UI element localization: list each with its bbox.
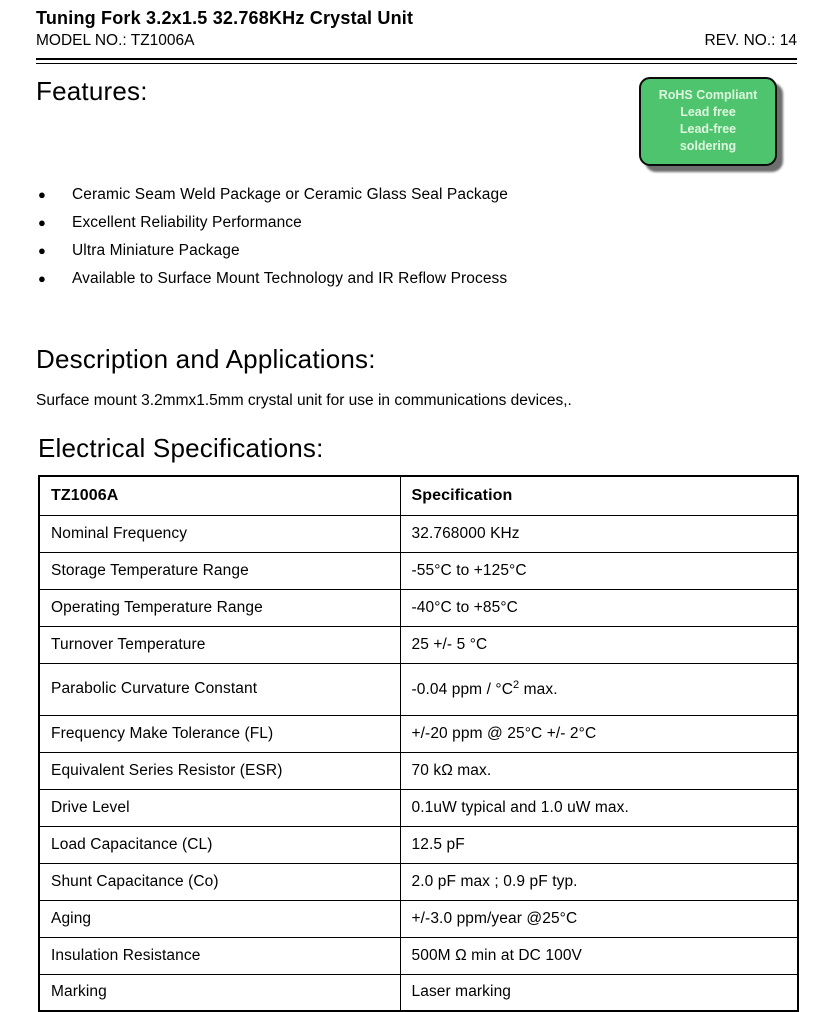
- table-row: [39, 515, 798, 552]
- bullet-icon: ●: [38, 243, 46, 258]
- table-row: [39, 863, 798, 900]
- table-row: [39, 626, 798, 663]
- spec-value-cell: -55°C to +125°C: [400, 552, 798, 589]
- bullet-icon: ●: [38, 187, 46, 202]
- spec-name-cell: Aging: [39, 900, 400, 937]
- header-divider: [36, 58, 797, 64]
- rohs-badge-line: Lead-free soldering: [679, 122, 737, 153]
- feature-item: [36, 209, 797, 237]
- spec-value-cell: 25 +/- 5 °C: [400, 626, 798, 663]
- spec-value-cell: -40°C to +85°C: [400, 589, 798, 626]
- feature-text: Available to Surface Mount Technology and IR Reflow Process: [72, 270, 508, 287]
- rohs-badge-line: Lead free: [680, 105, 736, 119]
- bullet-icon: ●: [38, 271, 46, 286]
- spec-value-cell: 2.0 pF max ; 0.9 pF typ.: [400, 863, 798, 900]
- table-row: [39, 715, 798, 752]
- spec-value-cell: Laser marking: [400, 974, 798, 1011]
- table-header-row: [39, 476, 798, 515]
- spec-value-cell: 70 kΩ max.: [400, 752, 798, 789]
- table-row: [39, 589, 798, 626]
- spec-name-cell: Shunt Capacitance (Co): [39, 863, 400, 900]
- feature-item: [36, 265, 797, 293]
- bullet-icon: ●: [38, 215, 46, 230]
- table-row: [39, 937, 798, 974]
- table-row: [39, 752, 798, 789]
- description-text: Surface mount 3.2mmx1.5mm crystal unit for use in communications devices,.: [36, 392, 572, 409]
- model-number: MODEL NO.: TZ1006A: [36, 32, 195, 49]
- revision-number: REV. NO.: 14: [704, 32, 797, 49]
- spec-value-cell: -0.04 ppm / $^\circ C^2$ max.: [400, 663, 798, 715]
- spec-name-cell: Marking: [39, 974, 400, 1011]
- table-row: [39, 552, 798, 589]
- spec-name-cell: Insulation Resistance: [39, 937, 400, 974]
- spec-name-cell: Nominal Frequency: [39, 515, 400, 552]
- table-row: [39, 663, 798, 715]
- feature-text: Excellent Reliability Performance: [72, 214, 302, 231]
- spec-value-cell: 32.768000 KHz: [400, 515, 798, 552]
- features-list: [36, 181, 797, 293]
- description-heading: Description and Applications:: [36, 344, 376, 374]
- spec-name-cell: Frequency Make Tolerance (FL): [39, 715, 400, 752]
- spec-value-cell: +/-3.0 ppm/year @25°C: [400, 900, 798, 937]
- spec-value-cell: 0.1uW typical and 1.0 uW max.: [400, 789, 798, 826]
- features-heading: Features:: [36, 76, 148, 106]
- feature-item: [36, 181, 797, 209]
- table-row: [39, 900, 798, 937]
- spec-table-model-header: TZ1006A: [39, 476, 400, 515]
- rohs-badge: [639, 77, 777, 166]
- rohs-badge-line: RoHS Compliant: [658, 88, 758, 102]
- spec-name-cell: Parabolic Curvature Constant: [39, 663, 400, 715]
- model-rev-row: [36, 31, 797, 51]
- spec-value-cell: 12.5 pF: [400, 826, 798, 863]
- page-title: Tuning Fork 3.2x1.5 32.768KHz Crystal Unit: [36, 8, 414, 28]
- spec-value-cell: 500M Ω min at DC 100V: [400, 937, 798, 974]
- spec-table: [38, 475, 799, 1012]
- feature-text: Ceramic Seam Weld Package or Ceramic Glass Seal Package: [72, 186, 508, 203]
- spec-name-cell: Storage Temperature Range: [39, 552, 400, 589]
- table-row: [39, 974, 798, 1011]
- spec-table-body: [39, 515, 798, 1011]
- spec-table-spec-header: Specification: [400, 476, 798, 515]
- table-row: [39, 826, 798, 863]
- specs-heading: Electrical Specifications:: [38, 433, 324, 463]
- table-row: [39, 789, 798, 826]
- spec-name-cell: Drive Level: [39, 789, 400, 826]
- spec-name-cell: Operating Temperature Range: [39, 589, 400, 626]
- superscript: 2: [513, 678, 520, 691]
- spec-name-cell: Turnover Temperature: [39, 626, 400, 663]
- spec-name-cell: Equivalent Series Resistor (ESR): [39, 752, 400, 789]
- feature-item: [36, 237, 797, 265]
- feature-text: Ultra Miniature Package: [72, 242, 240, 259]
- spec-name-cell: Load Capacitance (CL): [39, 826, 400, 863]
- spec-value-cell: +/-20 ppm @ 25°C +/- 2°C: [400, 715, 798, 752]
